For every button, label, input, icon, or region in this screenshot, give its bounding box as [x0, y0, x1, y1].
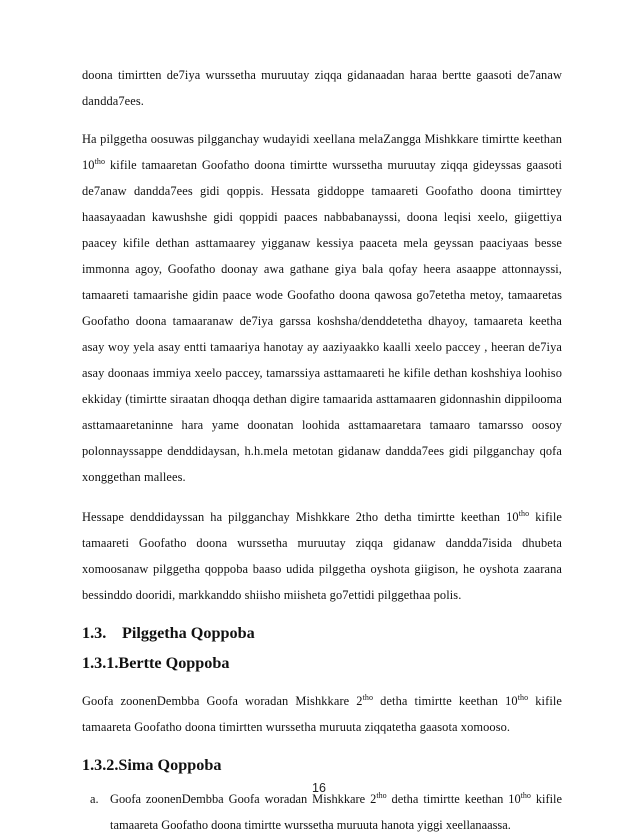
paragraph-text: kifile tamaareti Goofatho doona wurssetha muruutay ziqqa gidanaw dandda7isida dhubeta xomoosanaw pilggetha qoppoba baaso udida pilggetha oyshota giigison, he oyshota zaarana bessinddo dooridi, markkanddo shiisho miisheta go7ettidi pilggethaa polis. — [82, 510, 562, 602]
section-title: Pilggetha Qoppoba — [122, 624, 255, 642]
page-number: 16 — [312, 781, 326, 795]
paragraph-general-objective — [82, 688, 562, 740]
paragraph-text: kifile tamaaretan Goofatho doona timirtte wurssetha muruutay ziqqa gideyssas gaasoti de7anaw dandda7ees gidi qoppis. Hessata giddoppe tamaareti Goofatho doona timirttey haasayaadan kawushshe gidi qoppidi paaces nabbabanayssi, doona leqisi xeelo, giigettiya paacey kifile dethan asttamaarey yigganaw kessiya paaceta mela geyssan paaciyaas besse immonna agoy, Goofatho doonay awa gathane giya bala qofay heera asaappe attonnayssi, tamaareti tamaarishe gidin paace wode Goofatho doona qawosa go7etetha metoy, tamaaretas Goofatho doona tamaaranaw de7iya garssa koshsha/denddetetha dhayoy, tamaareta keetha asay woy yela asay entti tamaariya hanotay ay aaziyaakko kaalli xeelo paccey , heeran de7iya asay doonaas immiya xeelo paccey, tamarssiya asttamaareti he kifile dethan koshshiya loohiso ekkiday (timirtte siraatan dhoqqa dethan digire tamaarida asttamaaren gidonnashin dippilooma asttamaaretaninne hara yame doonatan loohida asttamaaretara tamaaro tamarsso oosoy polonnayssappe denddidaysan, h.h.mela metotan gidanaw dandda7ees gidi pilgganchay qofa xonggethan mallees. — [82, 158, 562, 484]
superscript: tho — [518, 509, 530, 518]
superscript: tho — [362, 693, 374, 702]
paragraph-research-purpose — [82, 504, 562, 608]
subsection-heading-general-objective: 1.3.1.Bertte Qoppoba — [82, 654, 230, 672]
list-item-text: Goofa zoonenDembba Goofa woradan Mishkkare 2 — [110, 792, 377, 806]
page-content — [82, 62, 562, 838]
paragraph-text: Goofa zoonenDembba Goofa woradan Mishkkare 2 — [82, 694, 363, 708]
superscript: tho — [376, 791, 387, 800]
section-number: 1.3. — [82, 624, 107, 642]
list-item-text: detha timirtte keethan 10 — [386, 792, 521, 806]
list-item-text: kifile tamaareta Goofatho doona timirtte wurssetha muruuta hanota yiggi xeellanaassa. — [110, 792, 562, 832]
paragraph-problem-statement — [82, 126, 562, 490]
subsection-heading-specific-objectives: 1.3.2.Sima Qoppoba — [82, 756, 222, 774]
section-heading-objectives — [82, 622, 562, 644]
superscript: tho — [520, 791, 531, 800]
paragraph-text: kifile tamaareta Goofatho doona timirtten wurssetha muruuta ziqqatetha gaasota xomooso. — [82, 694, 562, 734]
paragraph-text: detha timirtte keethan 10 — [373, 694, 518, 708]
superscript: tho — [94, 157, 106, 166]
list-marker: a. — [90, 792, 99, 806]
paragraph-text: doona timirtten de7iya wurssetha muruutay ziqqa gidanaadan haraa bertte gaasoti de7anaw dandda7ees. — [82, 68, 562, 108]
superscript: tho — [517, 693, 529, 702]
paragraph-text: Ha pilggetha oosuwas pilgganchay wudayidi xeellana melaZangga Mishkkare timirtte keethan 10 — [82, 132, 562, 172]
paragraph-text: Hessape denddidayssan ha pilgganchay Mishkkare 2tho detha timirtte keethan 10 — [82, 510, 519, 524]
paragraph-intro-continuation — [82, 62, 562, 114]
